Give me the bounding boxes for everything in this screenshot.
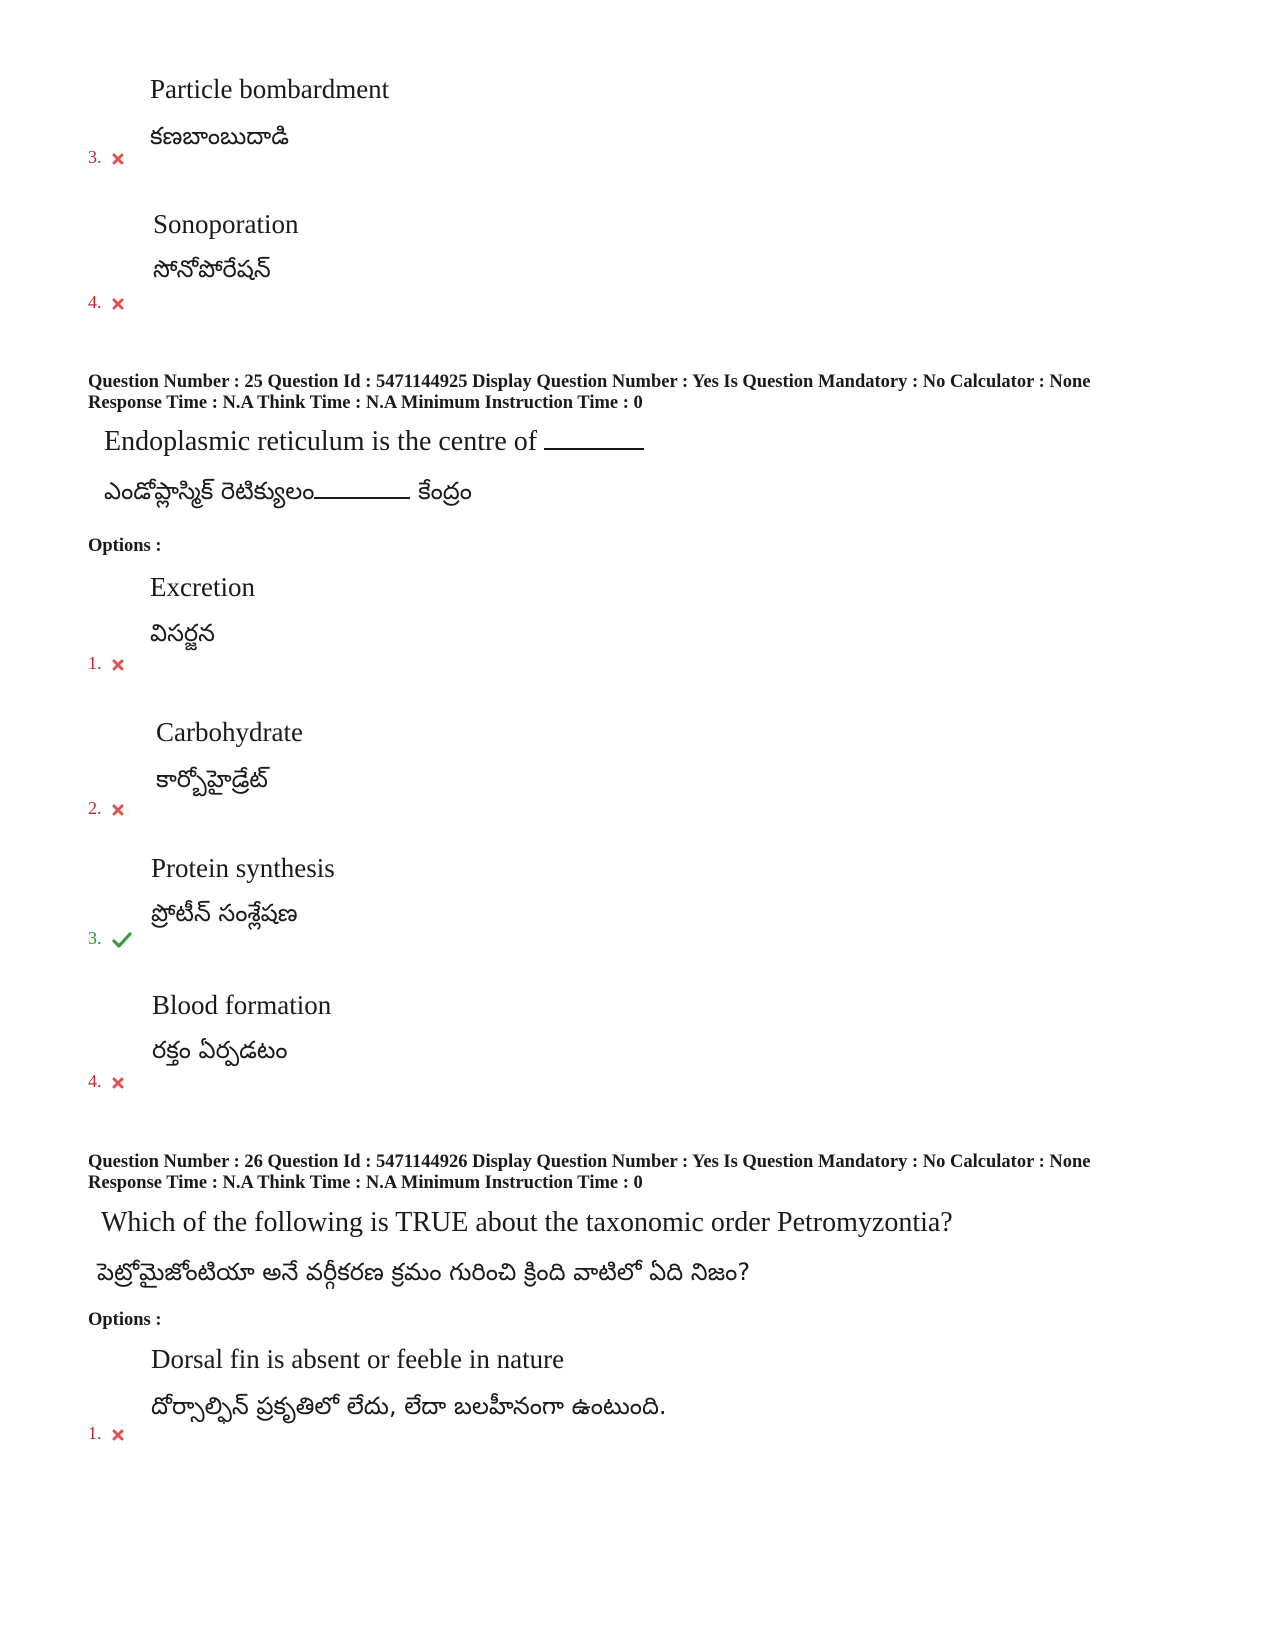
- question-meta-line1: Question Number : 26 Question Id : 5471144926 Display Question Number : Yes Is Question Mandatory : No Calculator : None: [88, 1152, 1091, 1172]
- option-text-en: Carbohydrate: [156, 717, 303, 747]
- option-text-en: Dorsal fin is absent or feeble in nature: [151, 1344, 565, 1374]
- option-marker: [88, 147, 124, 167]
- question-meta-line2: Response Time : N.A Think Time : N.A Minimum Instruction Time : 0: [88, 393, 643, 413]
- option-text-te: ప్రోటీన్ సంశ్లేషణ: [151, 899, 298, 927]
- option-text-te: రక్తం ఏర్పడటం: [152, 1036, 288, 1064]
- option-number: 3.: [88, 147, 102, 167]
- question-text-te-before: ఎండోప్లాస్మిక్ రెటిక్యులం: [104, 477, 315, 505]
- question-meta-line2: Response Time : N.A Think Time : N.A Minimum Instruction Time : 0: [88, 1173, 643, 1193]
- option-text-en: Protein synthesis: [151, 853, 335, 883]
- question-text-te: పెట్రోమైజోంటియా అనే వర్గీకరణ క్రమం గురించి క్రింది వాటిలో ఏది నిజం?: [97, 1258, 751, 1286]
- question-meta-line1: Question Number : 25 Question Id : 5471144925 Display Question Number : Yes Is Question Mandatory : No Calculator : None: [88, 372, 1091, 392]
- option-marker: [88, 1071, 124, 1091]
- cross-icon: [112, 1077, 124, 1089]
- option-number: 1.: [88, 653, 102, 673]
- option-text-en: Excretion: [150, 572, 255, 602]
- option-text-te: కార్బోహైడ్రేట్: [156, 765, 268, 793]
- option-number: 4.: [88, 292, 102, 312]
- option-text-te: విసర్జన: [150, 619, 215, 647]
- options-label: Options :: [88, 536, 162, 556]
- option-marker: [88, 928, 132, 948]
- cross-icon: [112, 153, 124, 165]
- option-text-en: Sonoporation: [153, 209, 299, 239]
- option-number: 4.: [88, 1071, 102, 1091]
- option-text-te: దోర్సాల్ఫిన్ ప్రకృతిలో లేదు, లేదా బలహీనంగా ఉంటుంది.: [151, 1392, 667, 1420]
- cross-icon: [112, 298, 124, 310]
- option-marker: [88, 798, 124, 818]
- option-marker: [88, 653, 124, 673]
- option-marker: [88, 292, 124, 312]
- check-icon: [112, 932, 132, 948]
- answer-blank: [314, 477, 410, 499]
- options-label: Options :: [88, 1310, 162, 1330]
- option-number: 2.: [88, 798, 102, 818]
- option-text-en: Particle bombardment: [150, 74, 390, 104]
- option-number: 1.: [88, 1423, 102, 1443]
- option-text-te: కణబాంబుదాడి: [150, 122, 290, 150]
- question-text-te: [104, 473, 472, 509]
- question-text-te-after: కేంద్రం: [418, 477, 472, 505]
- option-text-en: Blood formation: [152, 990, 332, 1020]
- cross-icon: [112, 1429, 124, 1441]
- cross-icon: [112, 804, 124, 816]
- option-marker: [88, 1423, 124, 1443]
- question-text-en: [104, 424, 644, 460]
- option-number: 3.: [88, 928, 102, 948]
- answer-blank: [544, 428, 644, 450]
- question-text-en-label: Endoplasmic reticulum is the centre of: [104, 426, 538, 457]
- question-text-en: Which of the following is TRUE about the taxonomic order Petromyzontia?: [101, 1207, 953, 1238]
- option-text-te: సోనోపోరేషన్: [153, 255, 271, 283]
- cross-icon: [112, 659, 124, 671]
